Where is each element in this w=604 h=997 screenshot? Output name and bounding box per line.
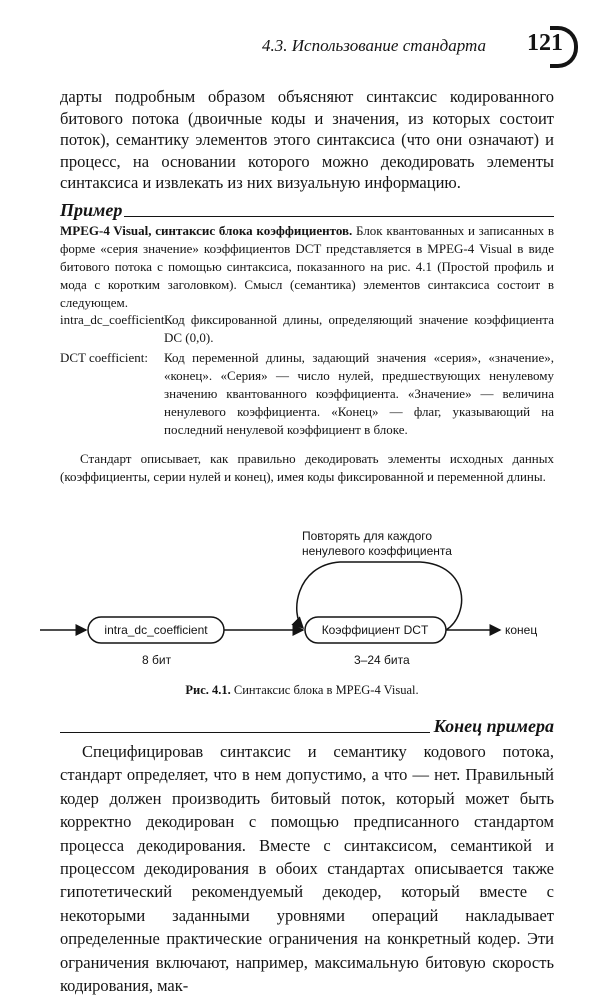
example-closing-paragraph: Стандарт описывает, как правильно декодировать элементы исходных данных (коэффициенты, серии нулей и конец), имея коды фиксированной и переменной длины. <box>60 451 554 484</box>
intra-dc-label: intra_dc_coefficient <box>104 623 208 637</box>
definition-term: DCT coefficient: <box>60 350 148 365</box>
definition-item <box>60 349 554 439</box>
example-end-heading <box>60 716 554 737</box>
heading-rule <box>124 216 554 217</box>
loop-label-line-1: Повторять для каждого <box>302 529 433 543</box>
intro-paragraph: дарты подробным образом объясняют синтаксис кодированного битового потока (двоичные коды и значения, из которых состоит поток), семантику элементов этого синтаксиса (что они означают) и процесс, на основании которого можно декодировать элементы синтаксиса и извлекать из них визуальную информацию. <box>60 87 554 192</box>
dct-coefficient-bits: 3–24 бита <box>354 653 410 667</box>
example-paragraph <box>60 222 554 312</box>
definition-text: Код переменной длины, задающий значения «серия», «значение», «конец». «Серия» — число нулей, предшествующих ненулевому значению квантованного коэффициента. «Значение» — величина ненулевого коэффициента. «Конец» — флаг, указывающий на последний ненулевой коэффициент в блоке. <box>164 350 554 437</box>
intra-dc-bits: 8 бит <box>142 653 172 667</box>
page-number-ornament <box>550 26 578 68</box>
heading-rule <box>60 732 430 733</box>
running-title: 4.3. Использование стандарта <box>262 36 487 55</box>
example-title: MPEG-4 Visual, синтаксис блока коэффициентов. <box>60 223 353 238</box>
figure-caption-text: Синтаксис блока в MPEG-4 Visual. <box>233 683 419 697</box>
dct-coefficient-label: Коэффициент DCT <box>321 623 429 637</box>
figure-caption <box>0 683 604 698</box>
example-text: Блок квантованных и записанных в форме «серия значение» коэффициентов DCT представляется в MPEG-4 Visual в виде битового потока с помощью синтаксиса, показанного на рис. 4.1 (Простой профиль и мода с коротким заголовком). Смысл (семантика) элементов синтаксиса состоит в следующем. <box>60 223 555 310</box>
loop-label-line-2: ненулевого коэффициента <box>302 544 452 558</box>
definition-item <box>60 311 554 347</box>
definition-term: intra_dc_coefficient: <box>60 312 169 327</box>
definition-list <box>60 311 554 441</box>
example-heading <box>60 200 554 221</box>
figure-caption-label: Рис. 4.1. <box>185 683 231 697</box>
final-paragraph: Специфицировав синтаксис и семантику кодового потока, стандарт определяет, что в нем допустимо, а что — нет. Правильный кодер должен производить битовый поток, который может быть корректно декодирован с помощью предписанного стандартом процесса декодирования. Вместе с синтаксисом, семантикой и процессом декодирования в обоих стандартах описывается также гипотетический рекомендуемый декодер, который вместе с некоторыми заданными уровнями операций накладывает определенные практические ограничения на конкретный кодер. Эти ограничения включают, например, максимальную битовую скорость кодирования, мак- <box>60 742 554 996</box>
example-heading-text: Пример <box>60 200 123 220</box>
syntax-diagram <box>40 520 570 680</box>
definition-text: Код фиксированной длины, определяющий значение коэффициента DC (0,0). <box>164 312 554 345</box>
end-label: конец <box>505 623 538 637</box>
page-number: 121 <box>527 30 563 56</box>
example-end-text: Конец примера <box>433 716 554 736</box>
